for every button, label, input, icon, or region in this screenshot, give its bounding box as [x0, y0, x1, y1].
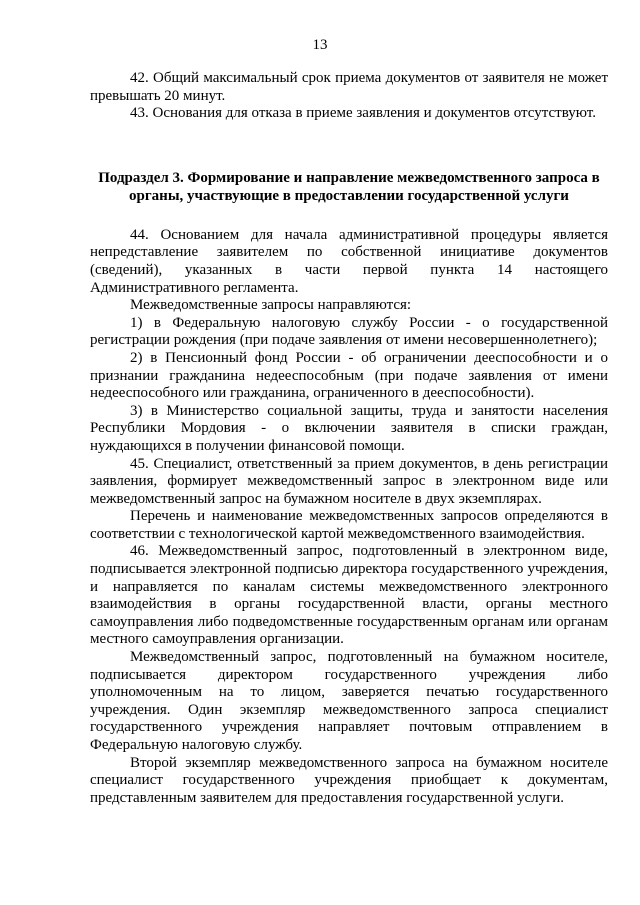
- paragraph-46-second-copy: Второй экземпляр межведомственного запроса на бумажном носителе специалист государственного учреждения приобщает к документам, представленным заявителем для предоставления государственной услуги.: [90, 754, 608, 806]
- request-item-1: 1) в Федеральную налоговую службу России - о государственной регистрации рождения (при подаче заявления от имени несовершеннолетнего);: [90, 314, 608, 349]
- requests-intro: Межведомственные запросы направляются:: [130, 297, 412, 314]
- paragraph-46-paper: Межведомственный запрос, подготовленный на бумажном носителе, подписывается директором государственного учреждения либо уполномоченным на то лицом, заверяется печатью государственного учреждения. Один экземпляр межведомственного запроса специалист государственного учреждения направляет почтовым отправлением в Федеральную налоговую службу.: [90, 649, 608, 753]
- paragraph-46: 46. Межведомственный запрос, подготовленный в электронном виде, подписывается электронной подписью директора государственного учреждения, и направляется по каналам системы межведомственного электронного взаимодействия в органы государственной власти, органы местного самоуправления либо подведомственные государственным органам или органам местного самоуправления организации.: [90, 543, 608, 648]
- request-item-3: 3) в Министерство социальной защиты, труда и занятости населения Республики Мордовия - о включении заявителя в списки граждан, нуждающихся в получении финансовой помощи.: [90, 402, 608, 454]
- paragraph-45: 45. Специалист, ответственный за прием документов, в день регистрации заявления, формирует межведомственный запрос в электронном виде или межведомственный запрос на бумажном носителе в двух экземплярах.: [90, 455, 608, 507]
- document-body: [90, 70, 608, 807]
- paragraph-45-list: Перечень и наименование межведомственных запросов определяются в соответствии с технологической картой межведомственного взаимодействия.: [90, 508, 608, 542]
- subsection-heading: Подраздел 3. Формирование и направление межведомственного запроса в органы, участвующие в предоставлении государственной услуги: [98, 169, 600, 204]
- paragraph-43: 43. Основания для отказа в приеме заявления и документов отсутствуют.: [130, 105, 596, 122]
- paragraph-42: 42. Общий максимальный срок приема документов от заявителя не может превышать 20 минут.: [90, 70, 608, 104]
- request-item-2: 2) в Пенсионный фонд России - об ограничении дееспособности и о признании гражданина недееспособным (при подаче заявления от имени недееспособного или гражданина, ограниченного в дееспособности).: [90, 349, 608, 402]
- page-number: 13: [312, 37, 328, 53]
- paragraph-44: 44. Основанием для начала административной процедуры является непредставление заявителем по собственной инициативе документов (сведений), указанных в части первой пункта 14 настоящего Административного регламента.: [90, 226, 608, 296]
